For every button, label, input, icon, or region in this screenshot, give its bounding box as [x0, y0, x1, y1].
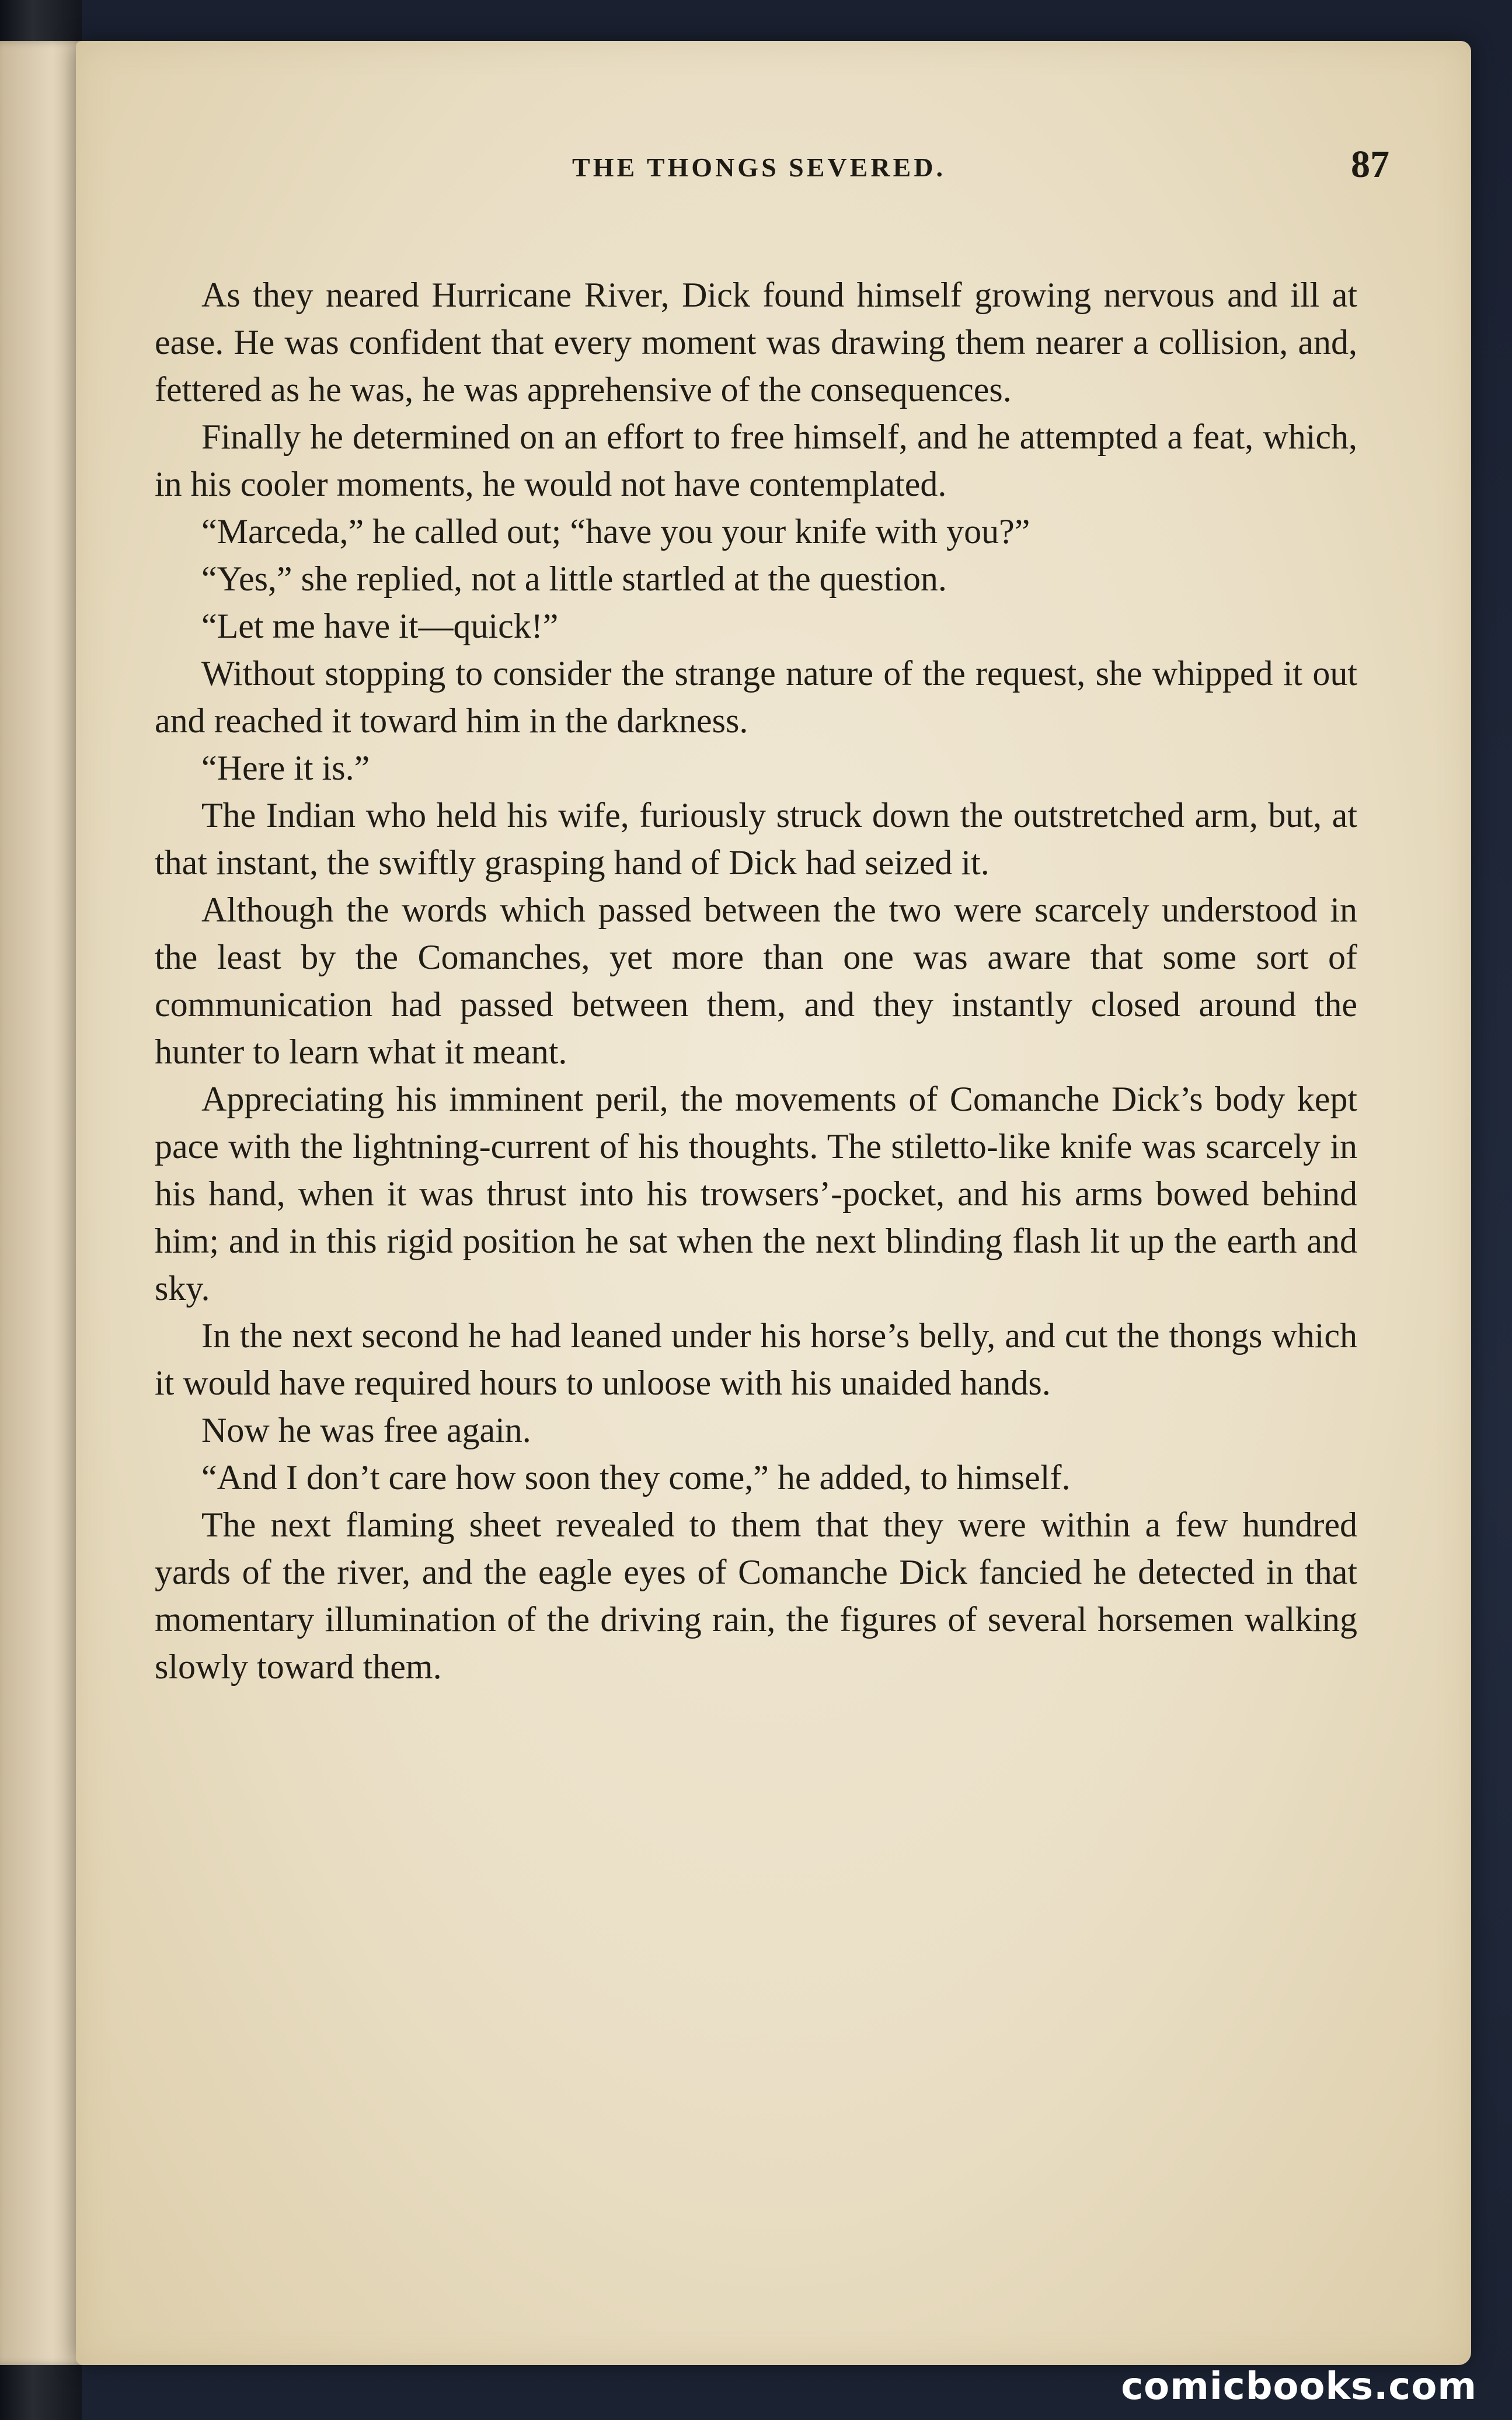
paragraph: Without stopping to consider the strange nature of the request, she whipped it out and reached it toward him in the darkness.: [155, 654, 1357, 740]
running-head: THE THONGS SEVERED.: [572, 152, 946, 182]
paragraph: “Yes,” she replied, not a little startled at the question.: [201, 559, 947, 598]
paragraph: The Indian who held his wife, furiously struck down the outstretched arm, but, at that instant, the swiftly grasping hand of Dick had seized it.: [155, 796, 1357, 882]
paragraph: “Here it is.”: [201, 749, 370, 787]
body-text: [155, 272, 1357, 1691]
paragraph: The next flaming sheet revealed to them that they were within a few hundred yards of the river, and the eagle eyes of Comanche Dick fancied he detected in that momentary illumination of the driving rain, the figures of several horsemen walking slowly toward them.: [155, 1505, 1357, 1686]
paragraph: “Let me have it—quick!”: [201, 607, 559, 645]
page-header: [152, 134, 1389, 204]
paragraph: As they neared Hurricane River, Dick found himself growing nervous and ill at ease. He was confident that every moment was drawing them nearer a collision, and, fettered as he was, he was apprehensive of the consequences.: [155, 276, 1357, 409]
paragraph: Appreciating his imminent peril, the movements of Comanche Dick’s body kept pace with the lightning-current of his thoughts. The stiletto-like knife was scarcely in his hand, when it was thrust into his trowsers’-pocket, and his arms bowed behind him; and in this rigid position he sat when the next blinding flash lit up the earth and sky.: [155, 1080, 1357, 1308]
paragraph: Now he was free again.: [201, 1411, 531, 1449]
page-number: 87: [1351, 143, 1389, 186]
paragraph: “And I don’t care how soon they come,” he added, to himself.: [201, 1458, 1071, 1497]
paragraph: Although the words which passed between the two were scarcely understood in the least by the Comanches, yet more than one was aware that some sort of communication had passed between them, and they instantly closed around the hunter to learn what it meant.: [155, 891, 1357, 1071]
paragraph: Finally he determined on an effort to free himself, and he attempted a feat, which, in his cooler moments, he would not have contemplated.: [155, 418, 1357, 503]
book-page: [76, 41, 1471, 2365]
paragraph: “Marceda,” he called out; “have you your knife with you?”: [201, 512, 1030, 551]
paragraph: In the next second he had leaned under his horse’s belly, and cut the thongs which it would have required hours to unloose with his unaided hands.: [155, 1316, 1357, 1402]
site-watermark: comicbooks.com: [1121, 2365, 1477, 2408]
facing-page-edge: [0, 41, 88, 2365]
